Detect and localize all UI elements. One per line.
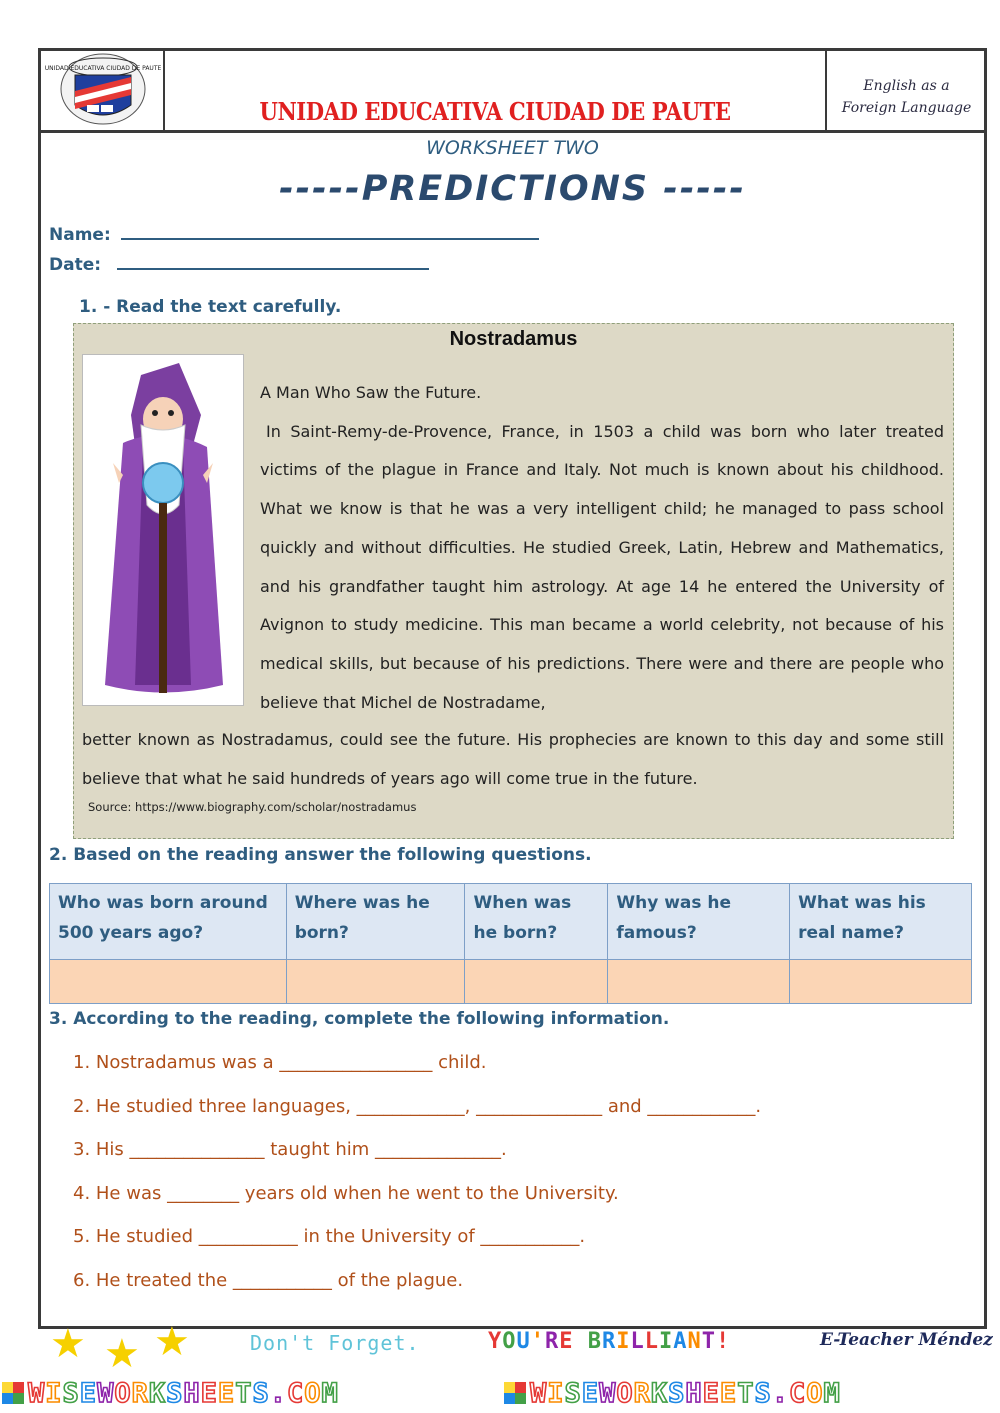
brilliant-letter	[574, 1329, 588, 1354]
brilliant-letter: '	[530, 1329, 545, 1354]
brilliant-letter: R	[602, 1329, 617, 1354]
subject-line-1: English as a	[863, 78, 950, 94]
questions-row	[50, 884, 972, 960]
section-1-heading: 1. - Read the text carefully.	[79, 297, 342, 317]
title-cell	[165, 51, 827, 130]
brilliant-letter: I	[659, 1329, 674, 1354]
logo-cell	[41, 51, 165, 130]
watermark-letter: E	[217, 1378, 236, 1409]
watermark	[2, 1378, 339, 1409]
watermark-letter: R	[633, 1378, 651, 1409]
answer-cell[interactable]	[286, 960, 465, 1004]
date-label: Date:	[49, 255, 102, 275]
reading-subtitle: A Man Who Saw the Future.	[260, 383, 482, 402]
answers-row	[50, 960, 972, 1004]
reading-source: Source: https://www.biography.com/scholar/nostradamus	[88, 800, 417, 814]
section-2-heading: 2. Based on the reading answer the following questions.	[49, 845, 592, 865]
name-label: Name:	[49, 225, 111, 245]
watermark-letter: T	[737, 1378, 755, 1409]
list-item: 5. He studied ___________ in the University of ___________.	[73, 1226, 586, 1247]
watermark-letter: E	[702, 1378, 720, 1409]
watermark-letter: R	[131, 1378, 149, 1409]
brilliant-letter: L	[630, 1329, 645, 1354]
question-cell: When was he born?	[465, 884, 608, 960]
watermark-letter: W	[28, 1378, 46, 1409]
watermark-letter: T	[235, 1378, 253, 1409]
brilliant-letter: N	[687, 1329, 702, 1354]
answer-cell[interactable]	[790, 960, 972, 1004]
list-item: 6. He treated the ___________ of the plague.	[73, 1270, 464, 1291]
question-cell: Who was born around 500 years ago?	[50, 884, 287, 960]
watermark-text	[28, 1378, 339, 1409]
watermark-letter: E	[581, 1378, 600, 1409]
star-icon: ★	[50, 1321, 86, 1367]
watermark-letter: E	[719, 1378, 738, 1409]
watermark-logo-icon	[504, 1382, 526, 1404]
page-title: -----PREDICTIONS -----	[279, 169, 746, 209]
brilliant-letter: L	[644, 1329, 659, 1354]
dont-forget-text: Don't Forget.	[250, 1331, 420, 1355]
watermark-letter: .	[269, 1378, 287, 1409]
watermark-letter: S	[754, 1378, 772, 1409]
watermark-letter: S	[668, 1378, 686, 1409]
watermark-letter: O	[304, 1378, 322, 1409]
brilliant-letter: !	[716, 1329, 731, 1354]
name-field	[49, 225, 539, 245]
reading-paragraph-b: better known as Nostradamus, could see the future. His prophecies are known to this day and some still believe that what he said hundreds of years ago will come true in the future.	[82, 730, 944, 788]
watermark-letter: E	[200, 1378, 218, 1409]
answer-cell[interactable]	[608, 960, 790, 1004]
answer-cell[interactable]	[50, 960, 287, 1004]
watermark-letter: O	[616, 1378, 634, 1409]
brilliant-text	[488, 1329, 730, 1354]
brilliant-letter: E	[559, 1329, 574, 1354]
reading-paragraph-a: In Saint-Remy-de-Provence, France, in 1503 a child was born who later treated victims of the plague in France and Italy. Not much is known about his childhood. What we know is that he was a very intelligent child; he managed to pass school quickly and without difficulties. He studied Greek, Latin, Hebrew and Mathematics, and his grandfather taught him astrology. At age 14 he entered the University of Avignon to study medicine. This man became a world celebrity, not because of his medical skills, but because of his predictions. There were and there are people who believe that Michel de Nostradame,	[260, 421, 944, 712]
list-item: 1. Nostradamus was a _________________ child.	[73, 1052, 487, 1073]
brilliant-letter: O	[502, 1329, 517, 1354]
watermark-letter: E	[79, 1378, 98, 1409]
watermark-letter: W	[599, 1378, 617, 1409]
worksheet-frame	[38, 48, 987, 1326]
answer-cell[interactable]	[465, 960, 608, 1004]
section-3-heading: 3. According to the reading, complete the following information.	[49, 1009, 670, 1029]
wizard-illustration-icon	[82, 354, 244, 706]
watermark-letter: W	[97, 1378, 115, 1409]
logo-text: UNIDAD EDUCATIVA CIUDAD DE PAUTE	[44, 65, 162, 72]
watermark-letter: H	[183, 1378, 201, 1409]
watermark-letter: I	[547, 1378, 565, 1409]
watermark	[504, 1378, 841, 1409]
watermark-letter: S	[166, 1378, 184, 1409]
date-field	[49, 255, 429, 275]
watermark-letter: O	[806, 1378, 824, 1409]
teacher-signature: E-Teacher Méndez	[820, 1330, 993, 1350]
list-item: 4. He was ________ years old when he went to the University.	[73, 1183, 619, 1204]
name-line[interactable]	[121, 226, 539, 240]
star-icon: ★	[154, 1319, 190, 1365]
watermark-letter: S	[62, 1378, 80, 1409]
reading-paragraph	[260, 374, 944, 722]
question-cell: Why was he famous?	[608, 884, 790, 960]
brilliant-letter: B	[587, 1329, 602, 1354]
brilliant-letter: R	[545, 1329, 560, 1354]
subject-label	[829, 75, 984, 119]
brilliant-letter: Y	[488, 1329, 503, 1354]
date-line[interactable]	[117, 256, 429, 270]
list-item: 3. His _______________ taught him ______________.	[73, 1139, 507, 1160]
watermark-letter: C	[286, 1378, 305, 1409]
reading-title: Nostradamus	[449, 328, 578, 350]
watermark-letter: M	[823, 1378, 841, 1409]
reading-box	[73, 323, 954, 839]
watermark-letter: K	[650, 1378, 669, 1409]
watermark-letter: O	[114, 1378, 132, 1409]
watermark-text	[530, 1378, 841, 1409]
watermark-letter: C	[788, 1378, 807, 1409]
header	[41, 51, 984, 133]
watermark-letter: S	[564, 1378, 582, 1409]
watermark-logo-icon	[2, 1382, 24, 1404]
brilliant-letter: I	[616, 1329, 631, 1354]
worksheet-label: WORKSHEET TWO	[426, 137, 599, 159]
question-cell: What was his real name?	[790, 884, 972, 960]
watermark-letter: .	[771, 1378, 789, 1409]
list-item: 2. He studied three languages, ____________, ______________ and ____________.	[73, 1096, 762, 1117]
star-icon: ★	[104, 1331, 140, 1377]
watermark-letter: S	[252, 1378, 270, 1409]
subject-line-2: Foreign Language	[841, 100, 972, 116]
brilliant-letter: U	[516, 1329, 531, 1354]
questions-table	[49, 883, 972, 1004]
brilliant-letter: A	[673, 1329, 688, 1354]
brilliant-letter: T	[701, 1329, 716, 1354]
school-crest-icon	[41, 51, 165, 130]
watermark-letter: H	[685, 1378, 703, 1409]
watermark-letter: I	[45, 1378, 63, 1409]
watermark-letter: K	[148, 1378, 167, 1409]
question-cell: Where was he born?	[286, 884, 465, 960]
school-name: UNIDAD EDUCATIVA CIUDAD DE PAUTE	[259, 97, 731, 126]
watermark-letter: W	[530, 1378, 548, 1409]
watermark-letter: M	[321, 1378, 339, 1409]
